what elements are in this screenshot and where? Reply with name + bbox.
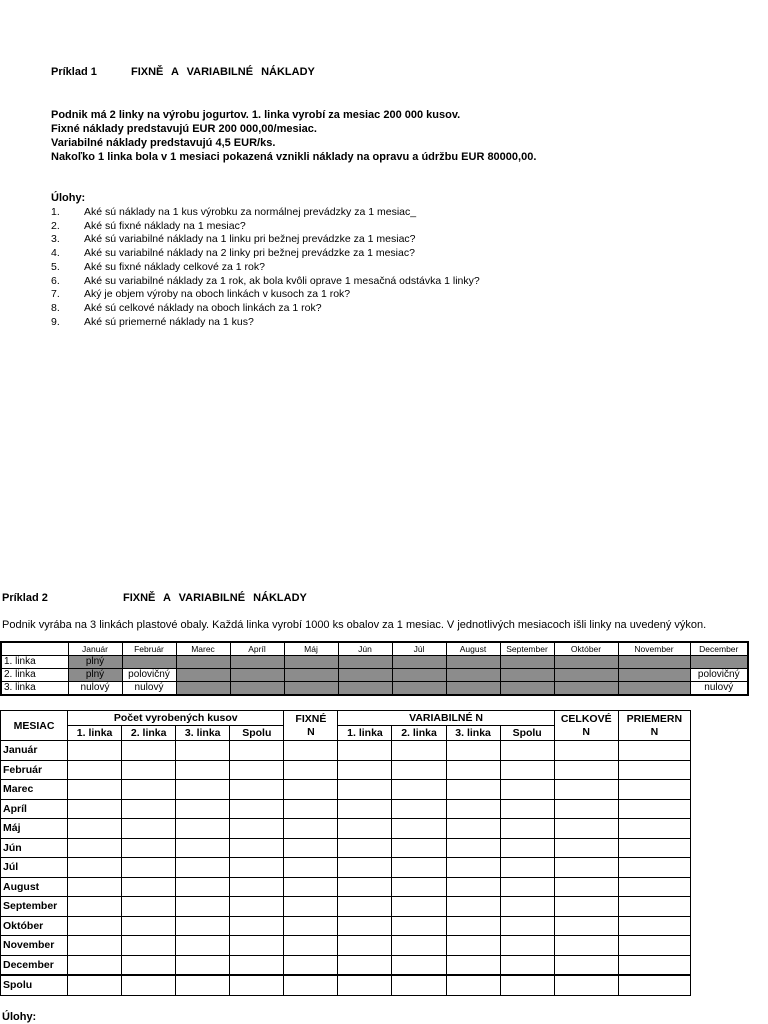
row-label: Január bbox=[1, 741, 68, 761]
schedule-month-header: August bbox=[446, 642, 500, 656]
description-line: Variabilné náklady predstavujú 4,5 EUR/ks. bbox=[51, 137, 276, 149]
schedule-output-cell bbox=[618, 669, 690, 682]
header-variabilne-naklady: VARIABILNÉ N bbox=[338, 711, 554, 726]
schedule-output-cell bbox=[446, 656, 500, 669]
value-cell[interactable] bbox=[230, 799, 284, 819]
value-cell[interactable] bbox=[500, 858, 554, 878]
value-cell[interactable] bbox=[618, 936, 690, 956]
value-cell[interactable] bbox=[230, 936, 284, 956]
value-cell[interactable] bbox=[338, 916, 392, 936]
schedule-output-cell bbox=[284, 682, 338, 696]
value-cell[interactable] bbox=[284, 916, 338, 936]
value-cell[interactable] bbox=[618, 877, 690, 897]
schedule-output-cell bbox=[392, 682, 446, 696]
value-cell[interactable] bbox=[122, 975, 176, 995]
schedule-output-cell bbox=[338, 656, 392, 669]
value-cell[interactable] bbox=[176, 975, 230, 995]
example1-description bbox=[51, 108, 536, 164]
production-schedule-table bbox=[0, 641, 749, 696]
schedule-line-row bbox=[1, 656, 748, 669]
value-cell[interactable] bbox=[618, 819, 690, 839]
value-cell[interactable] bbox=[554, 741, 618, 761]
month-row bbox=[1, 741, 691, 761]
value-cell[interactable] bbox=[338, 838, 392, 858]
value-cell[interactable] bbox=[284, 955, 338, 975]
value-cell[interactable] bbox=[230, 897, 284, 917]
header-priemerne-naklady bbox=[618, 711, 690, 741]
value-cell[interactable] bbox=[284, 760, 338, 780]
schedule-line-row bbox=[1, 669, 748, 682]
schedule-output-cell bbox=[446, 682, 500, 696]
value-cell[interactable] bbox=[284, 975, 338, 995]
schedule-output-cell: polovičný bbox=[122, 669, 176, 682]
task-number: 3. bbox=[51, 233, 60, 246]
value-cell[interactable] bbox=[122, 916, 176, 936]
value-cell[interactable] bbox=[68, 741, 122, 761]
schedule-output-cell: nulový bbox=[122, 682, 176, 696]
value-cell[interactable] bbox=[68, 955, 122, 975]
month-row bbox=[1, 760, 691, 780]
value-cell[interactable] bbox=[446, 936, 500, 956]
row-label: September bbox=[1, 897, 68, 917]
task-number: 7. bbox=[51, 288, 60, 301]
example1-heading: FIXNĚ A VARIABILNÉ NÁKLADY bbox=[131, 66, 315, 78]
value-cell[interactable] bbox=[284, 877, 338, 897]
value-cell[interactable] bbox=[122, 897, 176, 917]
value-cell[interactable] bbox=[554, 838, 618, 858]
value-cell[interactable] bbox=[176, 936, 230, 956]
row-label: November bbox=[1, 936, 68, 956]
example2-number: Príklad 2 bbox=[2, 592, 48, 604]
schedule-month-header: Január bbox=[68, 642, 122, 656]
value-cell[interactable] bbox=[500, 877, 554, 897]
task-number: 5. bbox=[51, 260, 60, 273]
example2-title bbox=[2, 592, 307, 604]
value-cell[interactable] bbox=[284, 799, 338, 819]
value-cell[interactable] bbox=[176, 838, 230, 858]
value-cell[interactable] bbox=[392, 877, 446, 897]
task-item bbox=[51, 288, 480, 302]
example1-title bbox=[51, 66, 315, 78]
task-text: Aké sú fixné náklady na 1 mesiac? bbox=[84, 219, 246, 232]
value-cell[interactable] bbox=[500, 955, 554, 975]
month-row bbox=[1, 799, 691, 819]
month-row bbox=[1, 877, 691, 897]
value-cell[interactable] bbox=[338, 877, 392, 897]
value-cell[interactable] bbox=[338, 780, 392, 800]
value-cell[interactable] bbox=[618, 838, 690, 858]
schedule-output-cell bbox=[500, 682, 554, 696]
schedule-line-label: 3. linka bbox=[1, 682, 68, 696]
header-fixne-line: FIXNÉ bbox=[295, 712, 327, 725]
value-cell[interactable] bbox=[284, 838, 338, 858]
value-cell[interactable] bbox=[122, 780, 176, 800]
header-priemerne-line: PRIEMERN bbox=[626, 712, 683, 725]
header-mesiac: MESIAC bbox=[1, 711, 68, 741]
subheader-pocet-linka-1: 1. linka bbox=[68, 726, 122, 741]
value-cell[interactable] bbox=[500, 897, 554, 917]
value-cell[interactable] bbox=[446, 741, 500, 761]
schedule-output-cell bbox=[230, 669, 284, 682]
task-number: 8. bbox=[51, 301, 60, 314]
value-cell[interactable] bbox=[176, 877, 230, 897]
subheader-variabilne-linka-2: 2. linka bbox=[392, 726, 446, 741]
value-cell[interactable] bbox=[392, 975, 446, 995]
value-cell[interactable] bbox=[554, 780, 618, 800]
example2-description: Podnik vyrába na 3 linkách plastové obaly. Každá linka vyrobí 1000 ks obalov za 1 mesiac. V jednotlivých mesiacoch išli linky na uvedený výkon. bbox=[2, 619, 707, 631]
value-cell[interactable] bbox=[500, 760, 554, 780]
value-cell[interactable] bbox=[176, 858, 230, 878]
header-celkove-naklady bbox=[554, 711, 618, 741]
value-cell[interactable] bbox=[554, 916, 618, 936]
schedule-output-cell bbox=[284, 656, 338, 669]
value-cell[interactable] bbox=[122, 799, 176, 819]
value-cell[interactable] bbox=[68, 877, 122, 897]
task-text: Aký je objem výroby na oboch linkách v kusoch za 1 rok? bbox=[84, 288, 351, 301]
subheader-pocet-linka-2: 2. linka bbox=[122, 726, 176, 741]
value-cell[interactable] bbox=[122, 955, 176, 975]
value-cell[interactable] bbox=[618, 955, 690, 975]
value-cell[interactable] bbox=[446, 819, 500, 839]
value-cell[interactable] bbox=[230, 916, 284, 936]
value-cell[interactable] bbox=[68, 760, 122, 780]
value-cell[interactable] bbox=[176, 897, 230, 917]
value-cell[interactable] bbox=[446, 877, 500, 897]
value-cell[interactable] bbox=[554, 760, 618, 780]
value-cell[interactable] bbox=[500, 799, 554, 819]
month-row bbox=[1, 780, 691, 800]
value-cell[interactable] bbox=[392, 799, 446, 819]
task-item bbox=[51, 247, 480, 261]
example1-task-list bbox=[51, 206, 480, 329]
value-cell[interactable] bbox=[68, 897, 122, 917]
task-number: 6. bbox=[51, 274, 60, 287]
schedule-output-cell bbox=[554, 656, 618, 669]
cost-table bbox=[0, 710, 691, 996]
subheader-pocet-spolu: Spolu bbox=[230, 726, 284, 741]
value-cell[interactable] bbox=[68, 780, 122, 800]
value-cell[interactable] bbox=[122, 877, 176, 897]
value-cell[interactable] bbox=[284, 741, 338, 761]
schedule-output-cell bbox=[284, 669, 338, 682]
value-cell[interactable] bbox=[122, 741, 176, 761]
schedule-output-cell bbox=[176, 682, 230, 696]
value-cell[interactable] bbox=[230, 760, 284, 780]
value-cell[interactable] bbox=[230, 819, 284, 839]
value-cell[interactable] bbox=[618, 799, 690, 819]
value-cell[interactable] bbox=[500, 975, 554, 995]
value-cell[interactable] bbox=[500, 741, 554, 761]
row-label: Marec bbox=[1, 780, 68, 800]
row-label: Február bbox=[1, 760, 68, 780]
month-row bbox=[1, 819, 691, 839]
value-cell[interactable] bbox=[392, 760, 446, 780]
value-cell[interactable] bbox=[618, 858, 690, 878]
value-cell[interactable] bbox=[176, 819, 230, 839]
value-cell[interactable] bbox=[68, 936, 122, 956]
value-cell[interactable] bbox=[392, 858, 446, 878]
schedule-output-cell bbox=[230, 656, 284, 669]
value-cell[interactable] bbox=[122, 838, 176, 858]
value-cell[interactable] bbox=[446, 760, 500, 780]
value-cell[interactable] bbox=[284, 858, 338, 878]
value-cell[interactable] bbox=[446, 838, 500, 858]
month-row bbox=[1, 916, 691, 936]
schedule-output-cell bbox=[554, 682, 618, 696]
value-cell[interactable] bbox=[500, 916, 554, 936]
month-row bbox=[1, 936, 691, 956]
value-cell[interactable] bbox=[392, 897, 446, 917]
value-cell[interactable] bbox=[618, 897, 690, 917]
task-text: Aké sú variabilné náklady na 1 linku pri bežnej prevádzke za 1 mesiac? bbox=[84, 233, 416, 246]
value-cell[interactable] bbox=[500, 819, 554, 839]
schedule-month-header: September bbox=[500, 642, 554, 656]
schedule-output-cell: plný bbox=[68, 669, 122, 682]
value-cell[interactable] bbox=[230, 780, 284, 800]
header-fixne-line: N bbox=[307, 725, 315, 738]
month-row bbox=[1, 897, 691, 917]
value-cell[interactable] bbox=[338, 819, 392, 839]
schedule-output-cell bbox=[176, 669, 230, 682]
schedule-output-cell bbox=[338, 682, 392, 696]
schedule-header-row bbox=[1, 642, 748, 656]
task-text: Aké su fixné náklady celkové za 1 rok? bbox=[84, 260, 265, 273]
value-cell[interactable] bbox=[122, 858, 176, 878]
header-celkove-line: N bbox=[582, 725, 591, 738]
schedule-month-header: Apríl bbox=[230, 642, 284, 656]
value-cell[interactable] bbox=[618, 916, 690, 936]
value-cell[interactable] bbox=[122, 819, 176, 839]
value-cell[interactable] bbox=[446, 799, 500, 819]
schedule-output-cell: nulový bbox=[690, 682, 748, 696]
schedule-output-cell bbox=[230, 682, 284, 696]
value-cell[interactable] bbox=[176, 916, 230, 936]
schedule-line-label: 2. linka bbox=[1, 669, 68, 682]
value-cell[interactable] bbox=[392, 955, 446, 975]
value-cell[interactable] bbox=[392, 819, 446, 839]
value-cell[interactable] bbox=[392, 838, 446, 858]
value-cell[interactable] bbox=[392, 741, 446, 761]
value-cell[interactable] bbox=[230, 858, 284, 878]
task-number: 1. bbox=[51, 206, 60, 218]
value-cell[interactable] bbox=[338, 975, 392, 995]
value-cell[interactable] bbox=[554, 799, 618, 819]
value-cell[interactable] bbox=[68, 975, 122, 995]
row-label: December bbox=[1, 955, 68, 975]
description-line: Nakoľko 1 linka bola v 1 mesiaci pokazená vznikli náklady na opravu a údržbu EUR 80000,00. bbox=[51, 151, 537, 163]
value-cell[interactable] bbox=[338, 760, 392, 780]
value-cell[interactable] bbox=[554, 975, 618, 995]
header-celkove-line: CELKOVÉ bbox=[560, 712, 612, 725]
value-cell[interactable] bbox=[176, 955, 230, 975]
month-row bbox=[1, 858, 691, 878]
value-cell[interactable] bbox=[68, 838, 122, 858]
value-cell[interactable] bbox=[230, 838, 284, 858]
value-cell[interactable] bbox=[554, 819, 618, 839]
task-text: Aké sú náklady na 1 kus výrobku za normálnej prevádzky za 1 mesiac_ bbox=[84, 206, 417, 218]
value-cell[interactable] bbox=[230, 877, 284, 897]
row-label: Máj bbox=[1, 819, 68, 839]
schedule-month-header: Jún bbox=[338, 642, 392, 656]
row-label: Október bbox=[1, 916, 68, 936]
schedule-month-header: December bbox=[690, 642, 748, 656]
row-label: August bbox=[1, 877, 68, 897]
subheader-variabilne-linka-1: 1. linka bbox=[338, 726, 392, 741]
value-cell[interactable] bbox=[446, 916, 500, 936]
row-label: Spolu bbox=[1, 975, 68, 995]
value-cell[interactable] bbox=[122, 936, 176, 956]
value-cell[interactable] bbox=[284, 936, 338, 956]
schedule-line-label: 1. linka bbox=[1, 656, 68, 669]
schedule-output-cell bbox=[338, 669, 392, 682]
schedule-output-cell bbox=[690, 656, 748, 669]
value-cell[interactable] bbox=[392, 916, 446, 936]
value-cell[interactable] bbox=[446, 780, 500, 800]
task-text: Aké su variabilné náklady za 1 rok, ak bola kvôli oprave 1 mesačná odstávka 1 linky? bbox=[84, 274, 480, 287]
value-cell[interactable] bbox=[284, 819, 338, 839]
value-cell[interactable] bbox=[618, 760, 690, 780]
schedule-output-cell bbox=[618, 656, 690, 669]
task-item bbox=[51, 233, 480, 247]
value-cell[interactable] bbox=[230, 741, 284, 761]
value-cell[interactable] bbox=[392, 780, 446, 800]
value-cell[interactable] bbox=[122, 760, 176, 780]
value-cell[interactable] bbox=[446, 955, 500, 975]
value-cell[interactable] bbox=[338, 799, 392, 819]
value-cell[interactable] bbox=[284, 780, 338, 800]
subheader-pocet-linka-3: 3. linka bbox=[176, 726, 230, 741]
value-cell[interactable] bbox=[618, 975, 690, 995]
example2-tasks-label: Úlohy: bbox=[2, 1011, 37, 1023]
value-cell[interactable] bbox=[618, 741, 690, 761]
schedule-output-cell: nulový bbox=[68, 682, 122, 696]
value-cell[interactable] bbox=[68, 858, 122, 878]
task-text: Aké sú celkové náklady na oboch linkách za 1 rok? bbox=[84, 301, 322, 314]
value-cell[interactable] bbox=[176, 780, 230, 800]
task-number: 2. bbox=[51, 219, 60, 232]
value-cell[interactable] bbox=[554, 858, 618, 878]
schedule-output-cell: plný bbox=[68, 656, 122, 669]
row-label: Jún bbox=[1, 838, 68, 858]
header-pocet-vyrobenych-kusov: Počet vyrobených kusov bbox=[68, 711, 284, 726]
schedule-month-header: Júl bbox=[392, 642, 446, 656]
task-item bbox=[51, 261, 480, 275]
schedule-output-cell bbox=[618, 682, 690, 696]
schedule-month-header: November bbox=[618, 642, 690, 656]
schedule-month-header: Február bbox=[122, 642, 176, 656]
schedule-month-header: Október bbox=[554, 642, 618, 656]
row-label: Apríl bbox=[1, 799, 68, 819]
task-text: Aké sú priemerné náklady na 1 kus? bbox=[84, 315, 254, 328]
schedule-month-header: Marec bbox=[176, 642, 230, 656]
value-cell[interactable] bbox=[338, 955, 392, 975]
example1-tasks-label: Úlohy: bbox=[51, 192, 86, 204]
value-cell[interactable] bbox=[554, 897, 618, 917]
schedule-output-cell bbox=[392, 656, 446, 669]
value-cell[interactable] bbox=[500, 936, 554, 956]
value-cell[interactable] bbox=[230, 955, 284, 975]
value-cell[interactable] bbox=[176, 741, 230, 761]
value-cell[interactable] bbox=[446, 897, 500, 917]
value-cell[interactable] bbox=[338, 936, 392, 956]
value-cell[interactable] bbox=[338, 858, 392, 878]
month-row bbox=[1, 955, 691, 975]
task-item bbox=[51, 316, 480, 330]
header-priemerne-line: N bbox=[650, 725, 659, 738]
value-cell[interactable] bbox=[338, 897, 392, 917]
schedule-output-cell bbox=[554, 669, 618, 682]
value-cell[interactable] bbox=[230, 975, 284, 995]
subheader-variabilne-linka-3: 3. linka bbox=[446, 726, 500, 741]
month-row bbox=[1, 838, 691, 858]
value-cell[interactable] bbox=[284, 897, 338, 917]
subheader-variabilne-spolu: Spolu bbox=[500, 726, 554, 741]
value-cell[interactable] bbox=[338, 741, 392, 761]
row-label: Júl bbox=[1, 858, 68, 878]
task-number: 9. bbox=[51, 315, 60, 328]
example1-number: Príklad 1 bbox=[51, 66, 97, 78]
task-item bbox=[51, 302, 480, 316]
description-line: Podnik má 2 linky na výrobu jogurtov. 1. linka vyrobí za mesiac 200 000 kusov. bbox=[51, 109, 461, 121]
schedule-output-cell: polovičný bbox=[690, 669, 748, 682]
value-cell[interactable] bbox=[68, 916, 122, 936]
value-cell[interactable] bbox=[392, 936, 446, 956]
schedule-output-cell bbox=[392, 669, 446, 682]
task-item bbox=[51, 206, 480, 220]
schedule-output-cell bbox=[500, 669, 554, 682]
value-cell[interactable] bbox=[176, 760, 230, 780]
schedule-corner-cell bbox=[1, 642, 68, 656]
description-line: Fixné náklady predstavujú EUR 200 000,00/mesiac. bbox=[51, 123, 317, 135]
value-cell[interactable] bbox=[554, 936, 618, 956]
example2-heading: FIXNĚ A VARIABILNÉ NÁKLADY bbox=[123, 592, 307, 604]
schedule-month-header: Máj bbox=[284, 642, 338, 656]
value-cell[interactable] bbox=[68, 819, 122, 839]
value-cell[interactable] bbox=[618, 780, 690, 800]
value-cell[interactable] bbox=[446, 858, 500, 878]
task-item bbox=[51, 275, 480, 289]
schedule-output-cell bbox=[122, 656, 176, 669]
value-cell[interactable] bbox=[500, 780, 554, 800]
total-row bbox=[1, 975, 691, 995]
task-item bbox=[51, 220, 480, 234]
task-text: Aké su variabilné náklady na 2 linky pri bežnej prevádzke za 1 mesiac? bbox=[84, 247, 415, 260]
value-cell[interactable] bbox=[554, 877, 618, 897]
task-number: 4. bbox=[51, 247, 60, 260]
value-cell[interactable] bbox=[500, 838, 554, 858]
schedule-output-cell bbox=[446, 669, 500, 682]
value-cell[interactable] bbox=[446, 975, 500, 995]
header-fixne-naklady bbox=[284, 711, 338, 741]
value-cell[interactable] bbox=[68, 799, 122, 819]
schedule-output-cell bbox=[500, 656, 554, 669]
schedule-line-row bbox=[1, 682, 748, 696]
value-cell[interactable] bbox=[554, 955, 618, 975]
schedule-output-cell bbox=[176, 656, 230, 669]
value-cell[interactable] bbox=[176, 799, 230, 819]
